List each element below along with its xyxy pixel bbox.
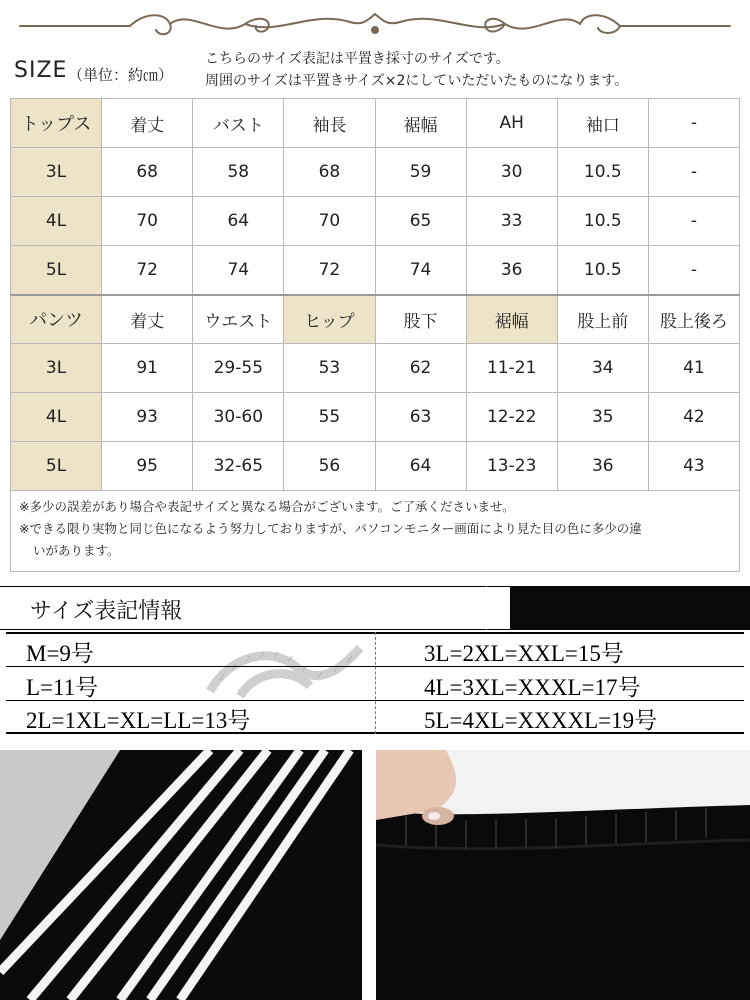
header-black-band — [510, 586, 750, 630]
size-label: 5L — [11, 246, 102, 295]
size-equivalence: M=9号 — [26, 641, 94, 666]
header-cell: 股上前 — [557, 295, 648, 344]
table-cell: 91 — [102, 344, 193, 393]
table-cell: 74 — [375, 246, 466, 295]
size-equivalence: L=11号 — [26, 675, 99, 700]
header-cell: 着丈 — [102, 99, 193, 148]
table-cell: 68 — [102, 148, 193, 197]
table-cell: 74 — [193, 246, 284, 295]
table-cell: 30 — [466, 148, 557, 197]
table-cell: 64 — [193, 197, 284, 246]
size-conversion-box — [6, 632, 744, 734]
size-equivalence: 2L=1XL=XL=LL=13号 — [26, 708, 251, 733]
header-cell: ヒップ — [284, 295, 375, 344]
table-cell: - — [648, 197, 739, 246]
size-label: 5L — [11, 442, 102, 491]
header-cell: 裾幅 — [375, 99, 466, 148]
remark-line-2: ※できる限り実物と同じ色になるよう努力しておりますが、パソコンモニター画面により見た目の色に多少の違 — [19, 521, 642, 536]
header-cell: 裾幅 — [466, 295, 557, 344]
header-cell: 着丈 — [102, 295, 193, 344]
ornamental-divider — [10, 6, 740, 46]
size-info-header — [0, 586, 750, 630]
table-cell: 36 — [557, 442, 648, 491]
header-cell: 股下 — [375, 295, 466, 344]
header-cell: 袖長 — [284, 99, 375, 148]
table-cell: 29-55 — [193, 344, 284, 393]
header-cell: 股上後ろ — [648, 295, 739, 344]
table-cell: 65 — [375, 197, 466, 246]
table-cell: 58 — [193, 148, 284, 197]
header-cell: バスト — [193, 99, 284, 148]
table-cell: 12-22 — [466, 393, 557, 442]
header-cell: 袖口 — [557, 99, 648, 148]
size-label: 4L — [11, 197, 102, 246]
table-row — [11, 442, 740, 491]
table-cell: 34 — [557, 344, 648, 393]
arrow-shape — [486, 586, 510, 630]
tops-section-label: トップス — [11, 99, 102, 148]
table-cell: 53 — [284, 344, 375, 393]
table-cell: 32-65 — [193, 442, 284, 491]
table-cell: 36 — [466, 246, 557, 295]
size-label: 3L — [11, 148, 102, 197]
table-cell: 11-21 — [466, 344, 557, 393]
remarks-box — [10, 490, 740, 572]
table-row — [11, 344, 740, 393]
pants-section-label: パンツ — [11, 295, 102, 344]
waistband-image — [376, 750, 750, 1000]
column-divider — [375, 632, 376, 734]
table-cell: 35 — [557, 393, 648, 442]
pants-header-row — [11, 295, 740, 344]
table-cell: 41 — [648, 344, 739, 393]
table-cell: 55 — [284, 393, 375, 442]
table-cell: 72 — [284, 246, 375, 295]
size-equivalence: 3L=2XL=XXL=15号 — [424, 641, 624, 666]
table-cell: 42 — [648, 393, 739, 442]
table-row — [11, 393, 740, 442]
table-row — [11, 246, 740, 295]
table-cell: 72 — [102, 246, 193, 295]
table-cell: 93 — [102, 393, 193, 442]
size-table — [10, 98, 740, 491]
size-info-title: サイズ表記情報 — [30, 599, 183, 624]
table-cell: 62 — [375, 344, 466, 393]
table-cell: 70 — [102, 197, 193, 246]
note-line-1: こちらのサイズ表記は平置き採寸のサイズです。 — [205, 51, 510, 67]
table-cell: 68 — [284, 148, 375, 197]
tops-header-row — [11, 99, 740, 148]
table-cell: 70 — [284, 197, 375, 246]
note-line-2: 周囲のサイズは平置きサイズ×2にしていただいたものになります。 — [205, 73, 629, 89]
table-cell: 10.5 — [557, 246, 648, 295]
table-cell: 95 — [102, 442, 193, 491]
table-cell: - — [648, 148, 739, 197]
header-cell: - — [648, 99, 739, 148]
size-equivalence: 4L=3XL=XXXL=17号 — [424, 675, 641, 700]
striped-fabric-image — [0, 750, 362, 1000]
table-cell: 13-23 — [466, 442, 557, 491]
size-label: 3L — [11, 344, 102, 393]
size-label: 4L — [11, 393, 102, 442]
size-title: SIZE — [14, 58, 68, 83]
product-photo-stripes — [0, 750, 362, 1000]
product-photo-waistband — [376, 750, 750, 1000]
table-cell: 64 — [375, 442, 466, 491]
table-row — [11, 197, 740, 246]
table-cell: 56 — [284, 442, 375, 491]
remark-line-1: ※多少の誤差があり場合や表記サイズと異なる場合がございます。ご了承くださいませ。 — [19, 499, 515, 514]
table-cell: 10.5 — [557, 197, 648, 246]
size-notes — [205, 48, 628, 92]
table-cell: 63 — [375, 393, 466, 442]
size-equivalence: 5L=4XL=XXXXL=19号 — [424, 708, 658, 733]
table-cell: 33 — [466, 197, 557, 246]
table-cell: 59 — [375, 148, 466, 197]
unit-label: （単位：約㎝） — [68, 66, 174, 84]
table-cell: 30-60 — [193, 393, 284, 442]
table-cell: 10.5 — [557, 148, 648, 197]
header-cell: ウエスト — [193, 295, 284, 344]
table-cell: - — [648, 246, 739, 295]
table-cell: 43 — [648, 442, 739, 491]
table-row — [11, 148, 740, 197]
header-cell: AH — [466, 99, 557, 148]
remark-line-3: いがあります。 — [33, 543, 120, 558]
